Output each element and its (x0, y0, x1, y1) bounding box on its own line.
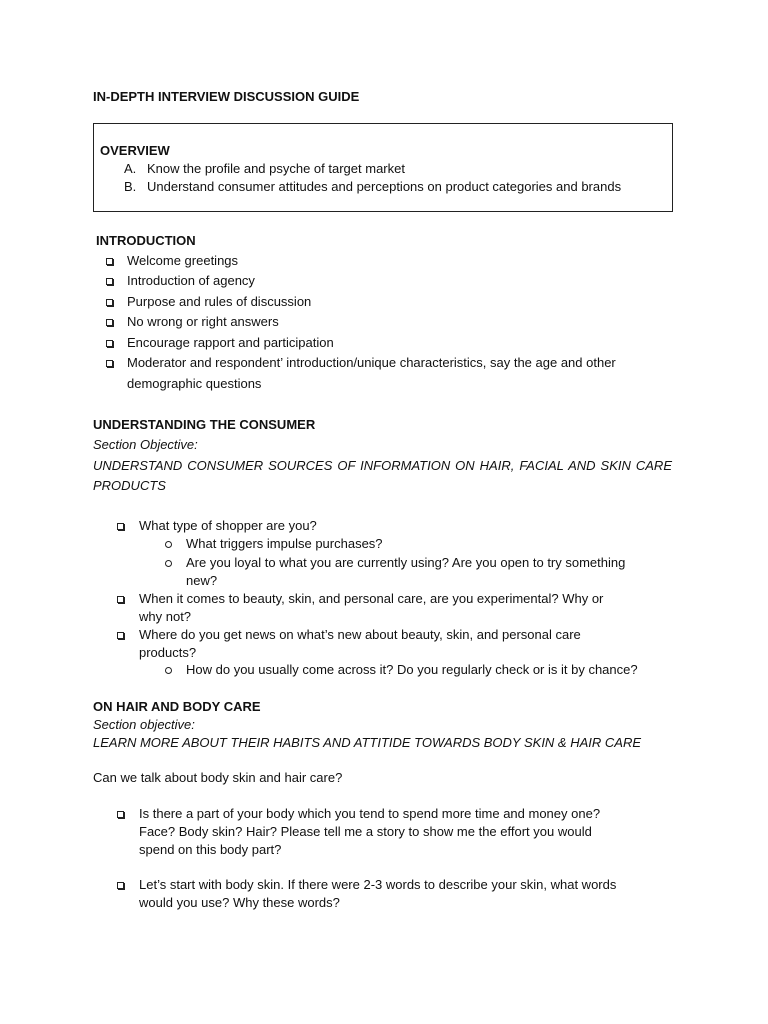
square-bullet-icon (106, 360, 113, 367)
square-bullet-icon (117, 523, 124, 530)
intro-item-2: Introduction of agency (127, 273, 255, 288)
circle-bullet-icon (165, 667, 172, 674)
hair-body-intro: Can we talk about body skin and hair care? (93, 770, 343, 785)
understanding-objective-line-1: UNDERSTAND CONSUMER SOURCES OF INFORMATION ON HAIR, FACIAL AND SKIN CARE (93, 458, 672, 473)
consumer-question-1: What type of shopper are you? (139, 518, 317, 533)
intro-item-1: Welcome greetings (127, 253, 239, 268)
consumer-question-2-continued: why not? (139, 609, 192, 624)
intro-item-4: No wrong or right answers (127, 314, 279, 329)
overview-heading: OVERVIEW (100, 143, 170, 158)
hair-body-question-1-line-2: Face? Body skin? Hair? Please tell me a story to show me the effort you would (139, 824, 592, 839)
square-bullet-icon (117, 882, 124, 889)
document-title: IN-DEPTH INTERVIEW DISCUSSION GUIDE (93, 89, 360, 104)
square-bullet-icon (106, 319, 113, 326)
overview-marker-a: A. (124, 161, 137, 176)
consumer-question-3-sub-1: How do you usually come across it? Do you regularly check or is it by chance? (186, 662, 638, 677)
consumer-question-1-sub-1: What triggers impulse purchases? (186, 536, 383, 551)
square-bullet-icon (117, 811, 124, 818)
square-bullet-icon (106, 278, 113, 285)
hair-body-question-2-continued: would you use? Why these words? (139, 895, 340, 910)
understanding-heading: UNDERSTANDING THE CONSUMER (93, 417, 316, 432)
understanding-objective-label: Section Objective: (93, 437, 198, 452)
square-bullet-icon (106, 299, 113, 306)
overview-item-b: Understand consumer attitudes and perceptions on product categories and brands (147, 179, 622, 194)
hair-body-question-2: Let’s start with body skin. If there were 2-3 words to describe your skin, what words (139, 877, 617, 892)
intro-item-5: Encourage rapport and participation (127, 335, 334, 350)
hair-body-objective-label: Section objective: (93, 717, 195, 732)
consumer-question-1-sub-2: Are you loyal to what you are currently using? Are you open to try something (186, 555, 626, 570)
circle-bullet-icon (165, 541, 172, 548)
square-bullet-icon (106, 340, 113, 347)
square-bullet-icon (117, 632, 124, 639)
introduction-heading: INTRODUCTION (96, 233, 196, 248)
hair-body-question-1: Is there a part of your body which you tend to spend more time and money one? (139, 806, 601, 821)
consumer-question-1-sub-2-continued: new? (186, 573, 218, 588)
circle-bullet-icon (165, 560, 172, 567)
hair-body-heading: ON HAIR AND BODY CARE (93, 699, 261, 714)
overview-marker-b: B. (124, 179, 137, 194)
understanding-objective-line-2: PRODUCTS (93, 478, 166, 493)
hair-body-question-1-line-3: spend on this body part? (139, 842, 282, 857)
consumer-question-3-continued: products? (139, 645, 197, 660)
intro-item-3: Purpose and rules of discussion (127, 294, 312, 309)
intro-item-6: Moderator and respondent’ introduction/unique characteristics, say the age and other (127, 355, 616, 370)
square-bullet-icon (117, 596, 124, 603)
intro-item-6-continued: demographic questions (127, 376, 262, 391)
hair-body-objective: LEARN MORE ABOUT THEIR HABITS AND ATTITIDE TOWARDS BODY SKIN & HAIR CARE (93, 735, 642, 750)
consumer-question-3: Where do you get news on what’s new about beauty, skin, and personal care (139, 627, 581, 642)
consumer-question-2: When it comes to beauty, skin, and personal care, are you experimental? Why or (139, 591, 604, 606)
square-bullet-icon (106, 258, 113, 265)
overview-item-a: Know the profile and psyche of target market (147, 161, 405, 176)
